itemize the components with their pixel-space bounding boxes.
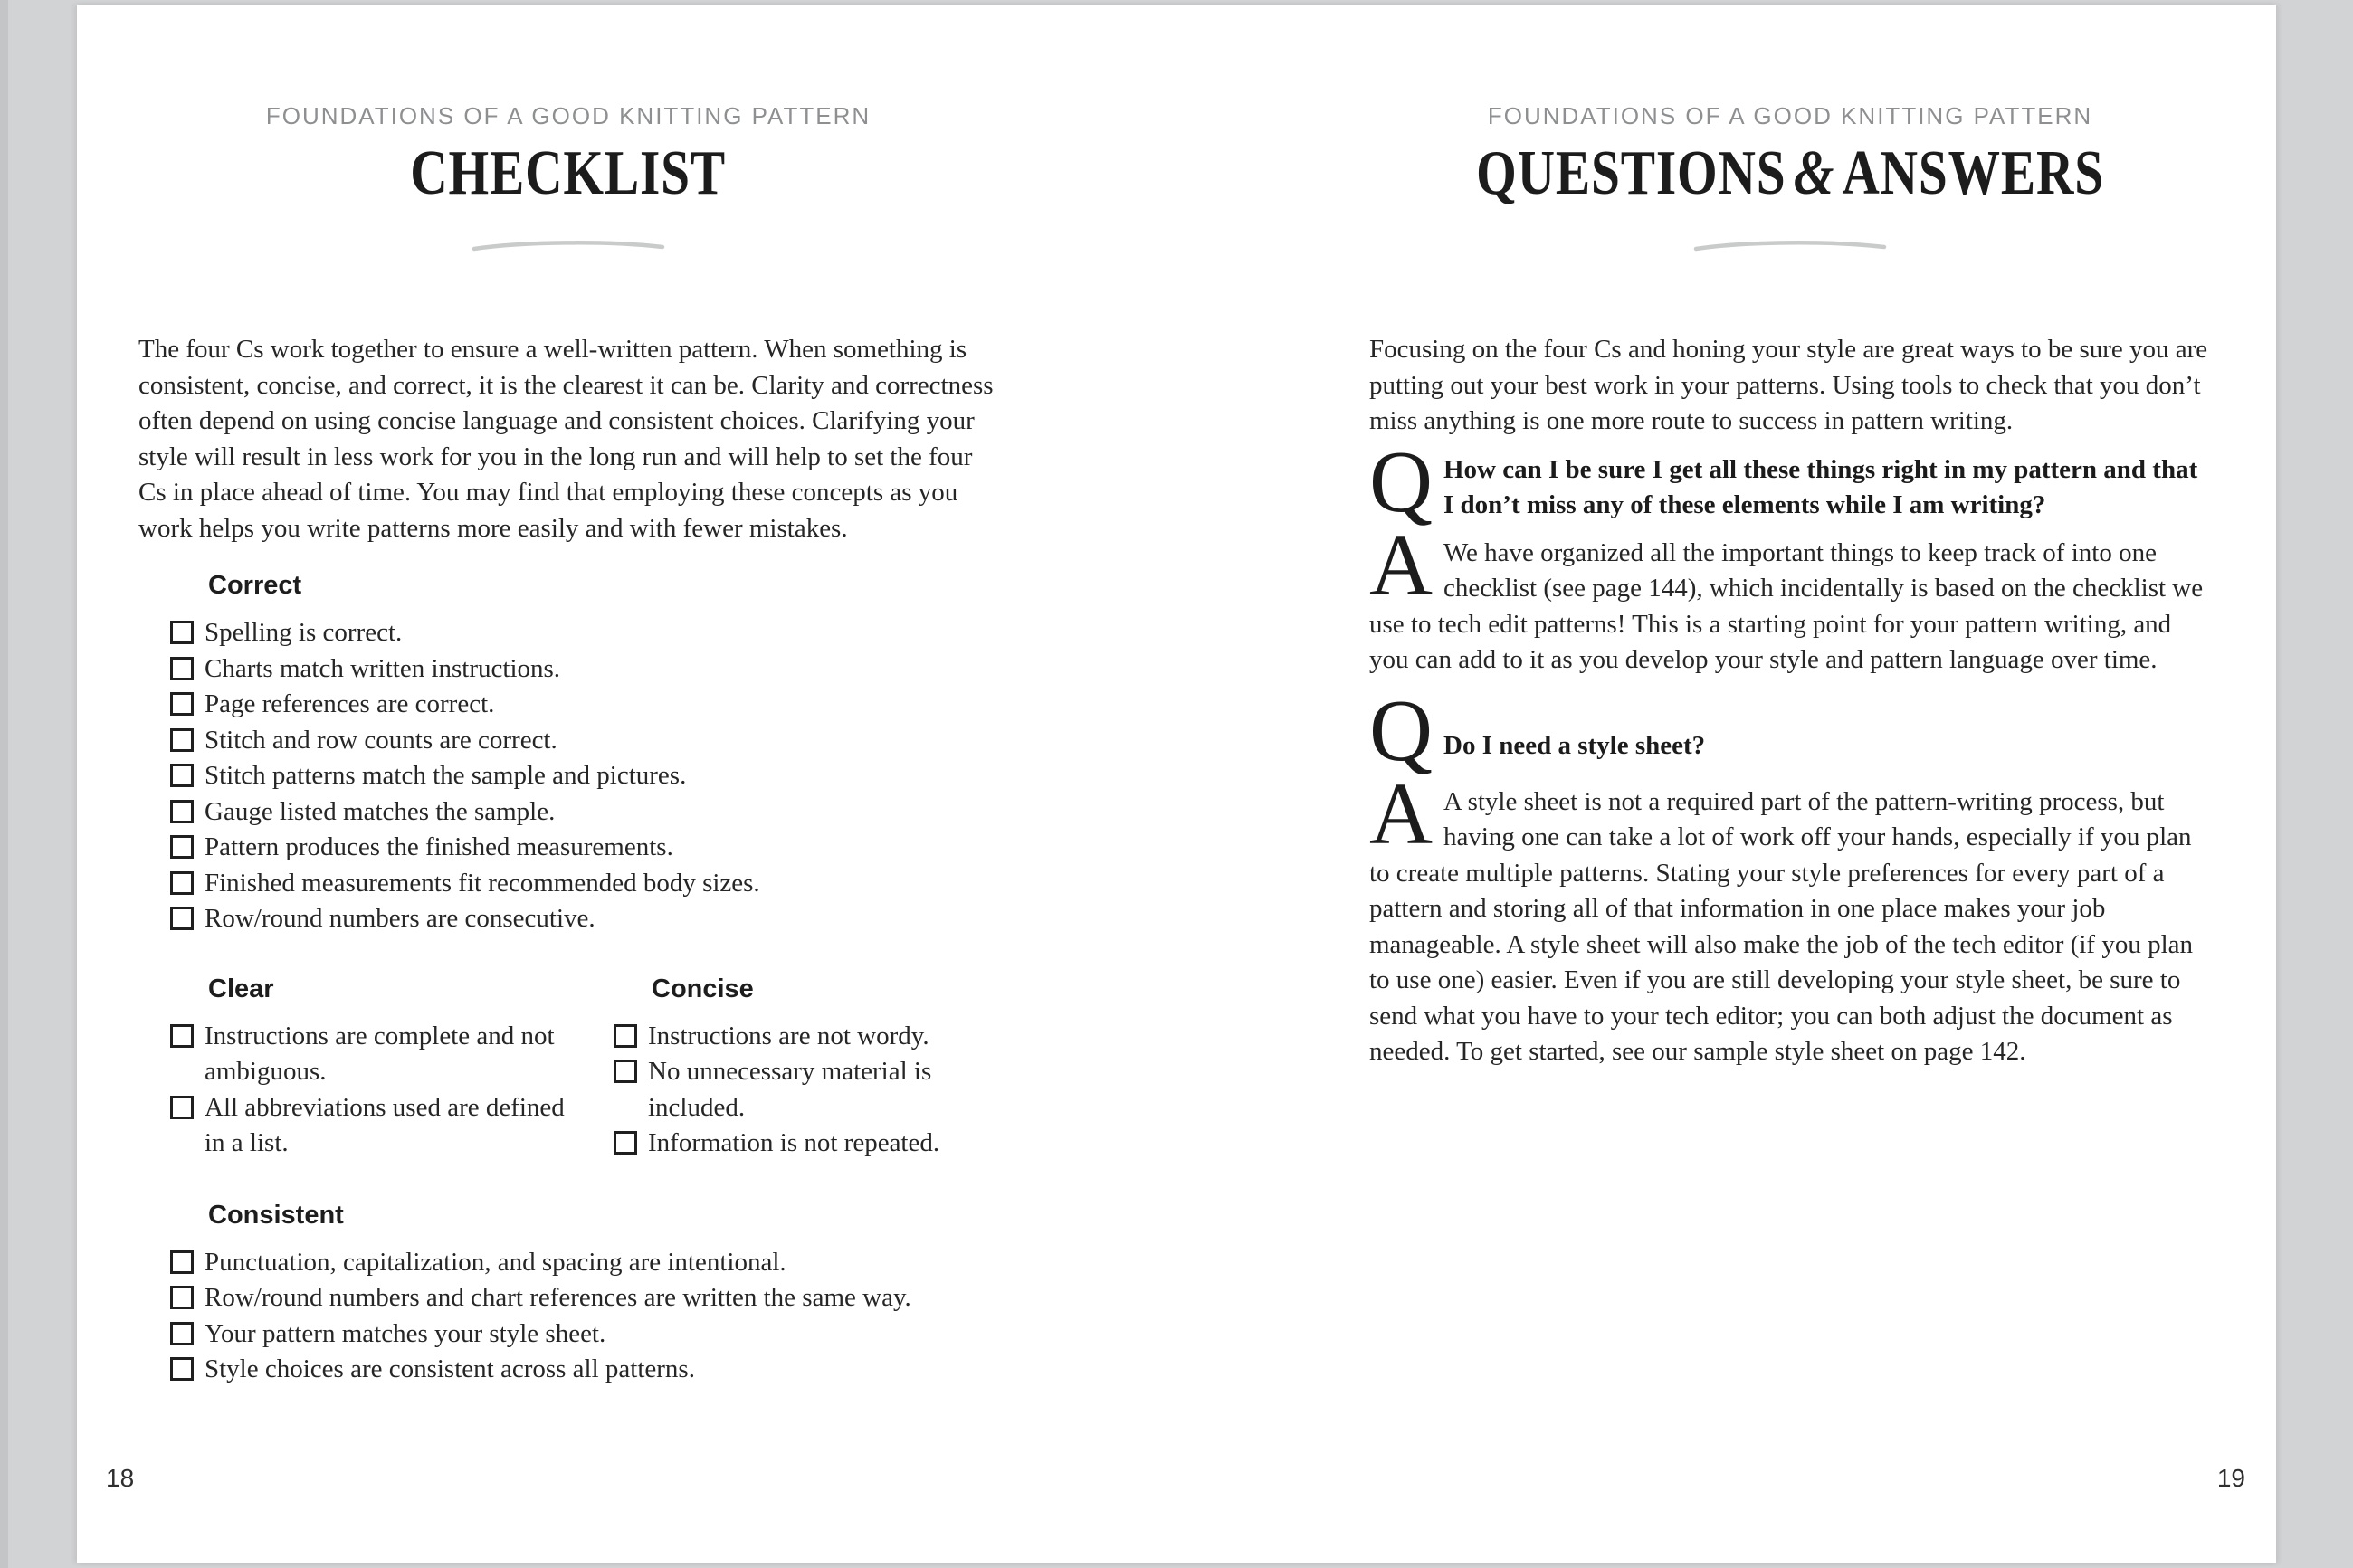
- qa-list: [1369, 432, 2211, 1070]
- checkbox[interactable]: [170, 907, 194, 930]
- checklist-item-label: Pattern produces the finished measurements.: [205, 832, 673, 861]
- section-concise: [582, 974, 998, 1162]
- page-title-text: CHECKLIST: [410, 138, 727, 208]
- page-title: [1369, 140, 2211, 223]
- checklist-clear: [138, 1019, 582, 1162]
- checklist-item-label: All abbreviations used are defined in a list.: [205, 1092, 565, 1157]
- checkbox[interactable]: [170, 728, 194, 752]
- title-swoosh-icon: [471, 238, 666, 252]
- checkbox[interactable]: [170, 764, 194, 787]
- right-page: [1176, 5, 2276, 1563]
- checklist-concise: [582, 1019, 998, 1162]
- intro-paragraph: The four Cs work together to ensure a well-written pattern. When something is consistent, concise, and correct, it is the clearest it can be. Clarity and correctness often depend on using concise language and consistent choices. Clarifying your style will result in less work for you in the long run and will help to set the four Cs in place ahead of time. You may find that employing these concepts as you work helps you write patterns more easily and with fewer mistakes.: [138, 335, 994, 543]
- qa-item: [1369, 432, 2211, 679]
- checkbox[interactable]: [170, 1096, 194, 1119]
- section-eyebrow: FOUNDATIONS OF A GOOD KNITTING PATTERN: [265, 102, 872, 129]
- checkbox[interactable]: [170, 835, 194, 859]
- checklist-item: [614, 1019, 998, 1055]
- checklist-item-label: Stitch patterns match the sample and pictures.: [205, 761, 687, 790]
- intro-paragraph: Focusing on the four Cs and honing your style are great ways to be sure you are putting out your best work in your patterns. Using tools to check that you don’t miss anything is one more route to success in pattern writing.: [1369, 335, 2208, 435]
- checkbox[interactable]: [170, 1250, 194, 1274]
- question-text: Do I need a style sheet?: [1443, 730, 1706, 760]
- checklist-item-label: Gauge listed matches the sample.: [205, 796, 556, 826]
- page-number: 18: [106, 1464, 135, 1492]
- checkbox[interactable]: [170, 1286, 194, 1309]
- question-dropcap: Q: [1369, 432, 1434, 530]
- checkbox[interactable]: [170, 871, 194, 895]
- section-heading-correct: Correct: [208, 571, 302, 600]
- page-number: 19: [2216, 1464, 2245, 1492]
- checkbox[interactable]: [170, 1024, 194, 1048]
- checklist-item: [170, 830, 998, 866]
- question-block: [1369, 681, 2211, 784]
- section-heading-consistent: Consistent: [208, 1200, 344, 1230]
- answer-block: [1369, 765, 2211, 1070]
- checklist-item-label: Stitch and row counts are correct.: [205, 725, 557, 755]
- checklist-item: [170, 901, 998, 937]
- checklist-item: [170, 794, 998, 831]
- checkbox[interactable]: [614, 1024, 637, 1048]
- answer-dropcap: A: [1369, 516, 1434, 613]
- checklist-item: [170, 723, 998, 759]
- title-word-answers: ANSWERS: [1842, 138, 2104, 208]
- checklist-item-label: Punctuation, capitalization, and spacing are intentional.: [205, 1247, 786, 1277]
- checklist-item-label: Charts match written instructions.: [205, 653, 561, 683]
- checkbox[interactable]: [614, 1060, 637, 1083]
- checklist-item: [170, 1019, 582, 1090]
- checklist-item-label: Your pattern matches your style sheet.: [205, 1318, 606, 1348]
- checklist-item: [170, 1245, 998, 1281]
- checklist-item: [170, 1316, 998, 1353]
- answer-text: A style sheet is not a required part of the pattern-writing process, but having one can take a lot of work off your hands, especially if you plan to create multiple patterns. Stating your style preferences for every part of a pattern and storing all of that information in one place makes your job manageable. A style sheet will also make the job of the tech editor (if you plan to use one) easier. Even if you are still developing your style sheet, be sure to send what you have to your tech editor; you can both adjust the document as needed. To get started, see our sample style sheet on page 142.: [1369, 786, 2194, 1066]
- book-spread: [77, 5, 2276, 1563]
- checklist-item-label: Instructions are not wordy.: [648, 1021, 929, 1050]
- checklist-item-label: Finished measurements fit recommended body sizes.: [205, 868, 760, 898]
- checklist-item: [170, 615, 998, 651]
- section-heading-concise: Concise: [652, 974, 754, 1003]
- checklist-item: [170, 1352, 998, 1388]
- title-ampersand: &: [1793, 138, 1835, 208]
- checkbox[interactable]: [170, 1357, 194, 1381]
- checkbox[interactable]: [170, 657, 194, 680]
- section-correct: [138, 570, 998, 937]
- checklist-item-label: Spelling is correct.: [205, 618, 403, 647]
- title-word-questions: QUESTIONS: [1476, 138, 1786, 208]
- section-consistent: [138, 1200, 998, 1388]
- checklist-consistent: [138, 1245, 998, 1388]
- checkbox[interactable]: [170, 1322, 194, 1345]
- checklist-item-label: No unnecessary material is included.: [648, 1057, 932, 1122]
- question-text: How can I be sure I get all these things right in my pattern and that I don’t miss any of these elements while I am writing?: [1443, 454, 2198, 519]
- checklist-item: [614, 1054, 998, 1126]
- answer-dropcap: A: [1369, 765, 1434, 862]
- page-title-text: [1476, 140, 2104, 207]
- title-swoosh-icon: [1692, 238, 1888, 252]
- checklist-item-label: Information is not repeated.: [648, 1128, 940, 1157]
- checkbox[interactable]: [614, 1131, 637, 1155]
- checklist-item: [170, 1280, 998, 1316]
- page-title: [138, 140, 998, 223]
- qa-item: [1369, 681, 2211, 1070]
- left-page: [77, 5, 1176, 1563]
- checklist-item-label: Page references are correct.: [205, 689, 495, 718]
- question-block: [1369, 432, 2211, 536]
- book-edge-shadow: [0, 0, 8, 1568]
- answer-text: We have organized all the important things to keep track of into one checklist (see page 144), which incidentally is based on the checklist we use to tech edit patterns! This is a starting point for your pattern writing, and you can add to it as you develop your style and pattern language over time.: [1369, 537, 2204, 674]
- question-dropcap: Q: [1369, 681, 1434, 779]
- answer-block: [1369, 516, 2211, 679]
- section-eyebrow: FOUNDATIONS OF A GOOD KNITTING PATTERN: [1487, 102, 2093, 129]
- checklist-item: [170, 687, 998, 723]
- section-clear: [138, 974, 582, 1162]
- checklist-item-label: Row/round numbers and chart references are written the same way.: [205, 1283, 911, 1312]
- checkbox[interactable]: [170, 692, 194, 716]
- section-clear-concise: [138, 974, 998, 1162]
- checklist-item: [170, 651, 998, 688]
- checklist-item: [170, 866, 998, 902]
- checkbox[interactable]: [170, 621, 194, 644]
- section-heading-clear: Clear: [208, 974, 274, 1003]
- checkbox[interactable]: [170, 800, 194, 823]
- checklist-correct: [138, 615, 998, 937]
- checklist-item: [170, 758, 998, 794]
- checklist-item-label: Row/round numbers are consecutive.: [205, 904, 595, 933]
- checklist-item: [614, 1126, 998, 1162]
- checklist-item-label: Instructions are complete and not ambiguous.: [205, 1021, 555, 1086]
- checklist-item-label: Style choices are consistent across all patterns.: [205, 1354, 695, 1383]
- checklist-item: [170, 1090, 582, 1162]
